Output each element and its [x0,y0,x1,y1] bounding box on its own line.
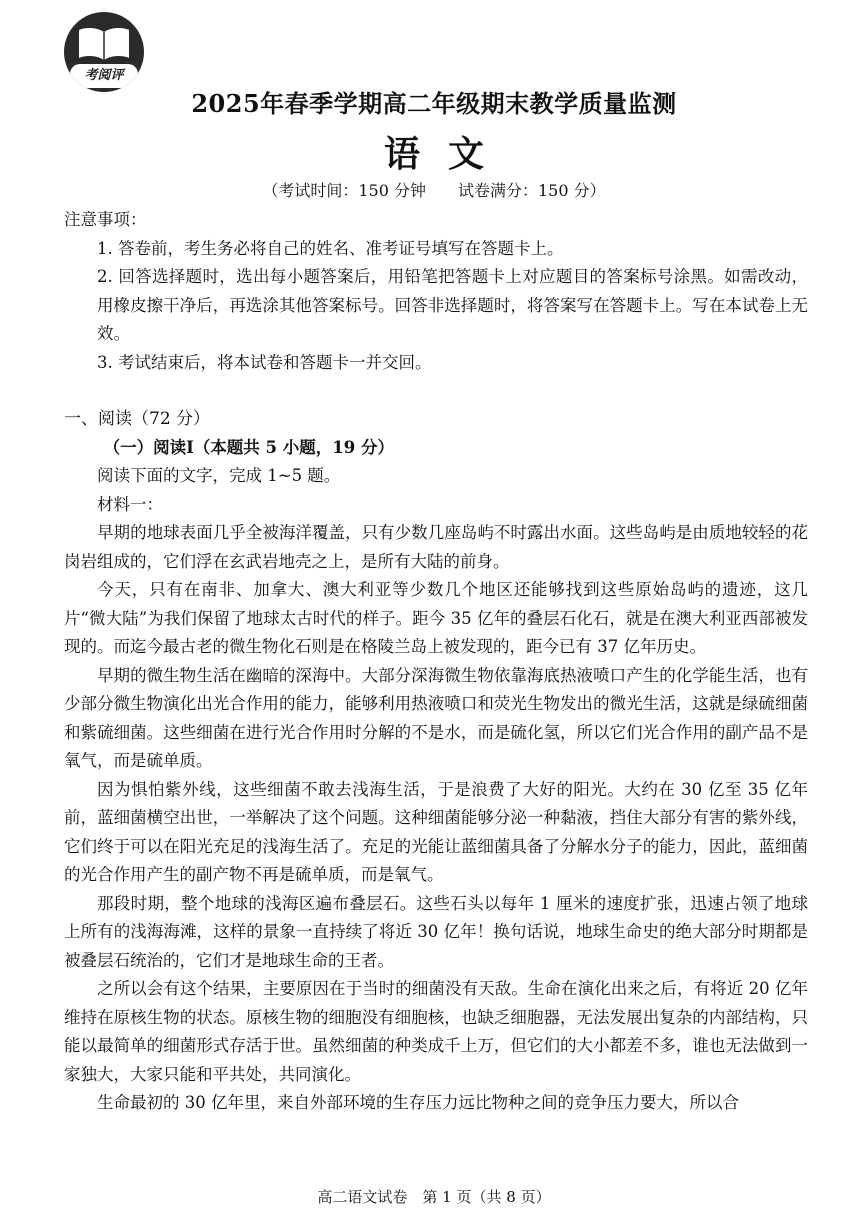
passage-paragraph: 早期的地球表面几乎全被海洋覆盖，只有少数几座岛屿不时露出水面。这些岛屿是由质地较轻的花岗岩组成的，它们浮在玄武岩地壳之上，是所有大陆的前身。 [64,523,808,571]
section-heading: 一、阅读（72 分） [64,409,211,429]
open-book-icon [77,26,131,62]
exam-title: 2025年春季学期高二年级期末教学质量监测 [191,89,677,118]
notice-item: 1. 答卷前，考生务必将自己的姓名、准考证号填写在答题卡上。 [97,238,564,258]
reading-instruction: 阅读下面的文字，完成 1~5 题。 [97,466,341,485]
notice-item: 3. 考试结束后，将本试卷和答题卡一并交回。 [97,352,432,372]
passage-paragraph: 生命最初的 30 亿年里，来自外部环境的生存压力远比物种之间的竞争压力要大，所以合 [97,1093,739,1112]
subject-title: 语文 [383,133,512,175]
logo-text: 考阅评 [70,64,138,88]
page-content [64,206,808,1118]
passage-paragraph: 那段时期，整个地球的浅海区遍布叠层石。这些石头以每年 1 厘米的速度扩张，迅速占领了地球上所有的浅海海滩，这样的景象一直持续了将近 30 亿年！换句话说，地球生命史的绝大部分时期都是被叠层石统治的，它们才是地球生命的王者。 [64,893,808,970]
subsection-heading: （一）阅读Ⅰ（本题共 5 小题，19 分） [103,437,394,457]
exam-info: （考试时间：150 分钟 试卷满分：150 分） [262,181,606,200]
passage-paragraph: 今天，只有在南非、加拿大、澳大利亚等少数几个地区还能够找到这些原始岛屿的遗迹，这几片“微大陆”为我们保留了地球太古时代的样子。距今 35 亿年的叠层石化石，就是在澳大利亚西部被发现的。而迄今最古老的微生物化石则是在格陵兰岛上被发现的，距今已有 37 亿年历史。 [64,580,808,656]
passage-paragraph: 之所以会有这个结果，主要原因在于当时的细菌没有天敌。生命在演化出来之后，有将近 20 亿年维持在原核生物的状态。原核生物的细胞没有细胞核，也缺乏细胞器，无法发展出复杂的内部结构，只能以最简单的细菌形式存活于世。虽然细菌的种类成千上万，但它们的大小都差不多，谁也无法做到一家独大，大家只能和平共处，共同演化。 [64,979,808,1084]
passage-paragraph: 因为惧怕紫外线，这些细菌不敢去浅海生活，于是浪费了大好的阳光。大约在 30 亿至 35 亿年前，蓝细菌横空出世，一举解决了这个问题。这种细菌能够分泌一种黏液，挡住大部分有害的紫外线，它们终于可以在阳光充足的浅海生活了。充足的光能让蓝细菌具备了分解水分子的能力，因此，蓝细菌的光合作用产生的副产物不再是硫单质，而是氧气。 [64,779,808,884]
material-label: 材料一： [97,494,163,514]
notice-item: 2. 回答选择题时，选出每小题答案后，用铅笔把答题卡上对应题目的答案标号涂黑。如需改动，用橡皮擦干净后，再选涂其他答案标号。回答非选择题时，将答案写在答题卡上。写在本试卷上无效。 [97,267,808,343]
notice-heading: 注意事项： [64,210,147,229]
passage-paragraph: 早期的微生物生活在幽暗的深海中。大部分深海微生物依靠海底热液喷口产生的化学能生活，也有少部分微生物演化出光合作用的能力，能够利用热液喷口和荧光生物发出的微光生活，这就是绿硫细菌和紫硫细菌。这些细菌在进行光合作用时分解的不是水，而是硫化氢，所以它们光合作用的副产品不是氧气，而是硫单质。 [64,665,808,770]
page-footer: 高二语文试卷 第 1 页（共 8 页） [317,1188,551,1206]
exam-logo [64,12,144,92]
